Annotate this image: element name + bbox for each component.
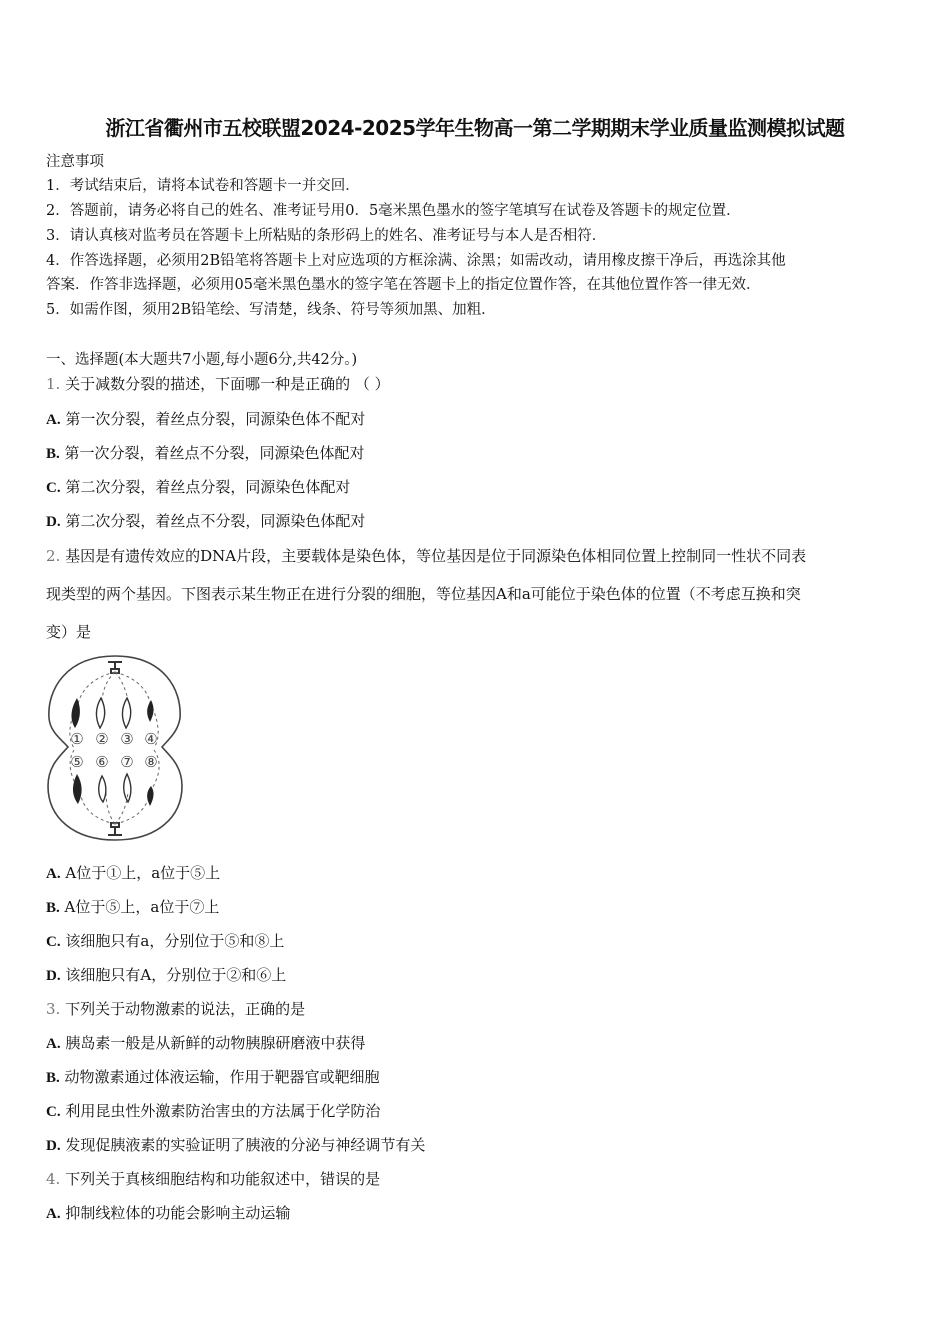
question-number: 4. — [46, 1170, 61, 1188]
position-label: ③ — [120, 730, 134, 748]
option-3a: A. 胰岛素一般是从新鲜的动物胰腺研磨液中获得 — [46, 1034, 366, 1052]
position-label: ① — [70, 730, 84, 748]
option-1d: D. 第二次分裂，着丝点不分裂，同源染色体配对 — [46, 512, 366, 530]
question-2-stem-line: 现类型的两个基因。下图表示某生物正在进行分裂的细胞，等位基因A和a可能位于染色体的位置（不考虑互换和突 — [46, 585, 801, 603]
option-2b: B. A位于⑤上，a位于⑦上 — [46, 898, 220, 916]
option-2c: C. 该细胞只有a，分别位于⑤和⑧上 — [46, 932, 285, 950]
chromosome — [147, 700, 153, 722]
question-2-stem-line: 变）是 — [46, 623, 92, 641]
position-label: ⑥ — [95, 753, 109, 771]
option-2a: A. A位于①上，a位于⑤上 — [46, 864, 221, 882]
option-3c: C. 利用昆虫性外激素防治害虫的方法属于化学防治 — [46, 1102, 381, 1120]
notice-item: 2．答题前，请务必将自己的姓名、准考证号用0．5毫米黑色墨水的签字笔填写在试卷及答题卡的规定位置． — [46, 203, 741, 219]
option-3b: B. 动物激素通过体液运输，作用于靶器官或靶细胞 — [46, 1068, 380, 1086]
question-3-stem: 3. 下列关于动物激素的说法，正确的是 — [46, 1000, 306, 1018]
question-1-stem: 1. 关于减数分裂的描述，下面哪一种是正确的 （ ） — [46, 375, 390, 393]
notice-item: 1．考试结束后，请将本试卷和答题卡一并交回． — [46, 178, 360, 194]
notice-heading: 注意事项 — [46, 154, 104, 170]
position-label: ⑤ — [70, 753, 84, 771]
position-label: ⑦ — [120, 753, 134, 771]
question-number: 2. — [46, 547, 61, 565]
notice-item: 答案．作答非选择题，必须用05毫米黑色墨水的签字笔在答题卡上的指定位置作答，在其他位置作答一律无效． — [46, 277, 761, 293]
chromosome — [96, 698, 104, 728]
chromosome — [124, 774, 131, 802]
cell-division-figure — [44, 652, 186, 844]
notice-item: 5．如需作图，须用2B铅笔绘、写清楚，线条、符号等须加黑、加粗． — [46, 302, 496, 318]
centriole-bottom — [108, 823, 122, 835]
notice-item: 3．请认真核对监考员在答题卡上所粘贴的条形码上的姓名、准考证号与本人是否相符． — [46, 228, 607, 244]
question-2-stem: 2. 基因是有遗传效应的DNA片段，主要载体是染色体，等位基因是位于同源染色体相同位置上控制同一性状不同表 — [46, 547, 807, 565]
spindle-fibers — [70, 672, 159, 824]
centriole-top — [108, 662, 122, 673]
option-4a: A. 抑制线粒体的功能会影响主动运输 — [46, 1204, 291, 1222]
notice-item: 4．作答选择题，必须用2B铅笔将答题卡上对应选项的方框涂满、涂黑；如需改动，请用橡皮擦干净后，再选涂其他 — [46, 253, 786, 269]
cell-membrane — [48, 656, 182, 840]
position-label: ④ — [144, 730, 158, 748]
question-number: 3. — [46, 1000, 61, 1018]
chromosome — [122, 698, 130, 728]
position-label: ② — [95, 730, 109, 748]
option-1b: B. 第一次分裂，着丝点不分裂，同源染色体配对 — [46, 444, 365, 462]
question-number: 1. — [46, 375, 61, 393]
option-1a: A. 第一次分裂，着丝点分裂，同源染色体不配对 — [46, 410, 366, 428]
question-4-stem: 4. 下列关于真核细胞结构和功能叙述中，错误的是 — [46, 1170, 381, 1188]
page-title: 浙江省衢州市五校联盟2024-2025学年生物高一第二学期期末学业质量监测模拟试题 — [105, 116, 845, 140]
chromosome — [99, 776, 106, 802]
option-1c: C. 第二次分裂，着丝点分裂，同源染色体配对 — [46, 478, 351, 496]
option-2d: D. 该细胞只有A，分别位于②和⑥上 — [46, 966, 287, 984]
option-3d: D. 发现促胰液素的实验证明了胰液的分泌与神经调节有关 — [46, 1136, 426, 1154]
position-label: ⑧ — [144, 753, 158, 771]
section-heading: 一、选择题(本大题共7小题,每小题6分,共42分。) — [46, 352, 358, 368]
chromosome — [73, 774, 82, 804]
chromosome — [147, 786, 153, 806]
